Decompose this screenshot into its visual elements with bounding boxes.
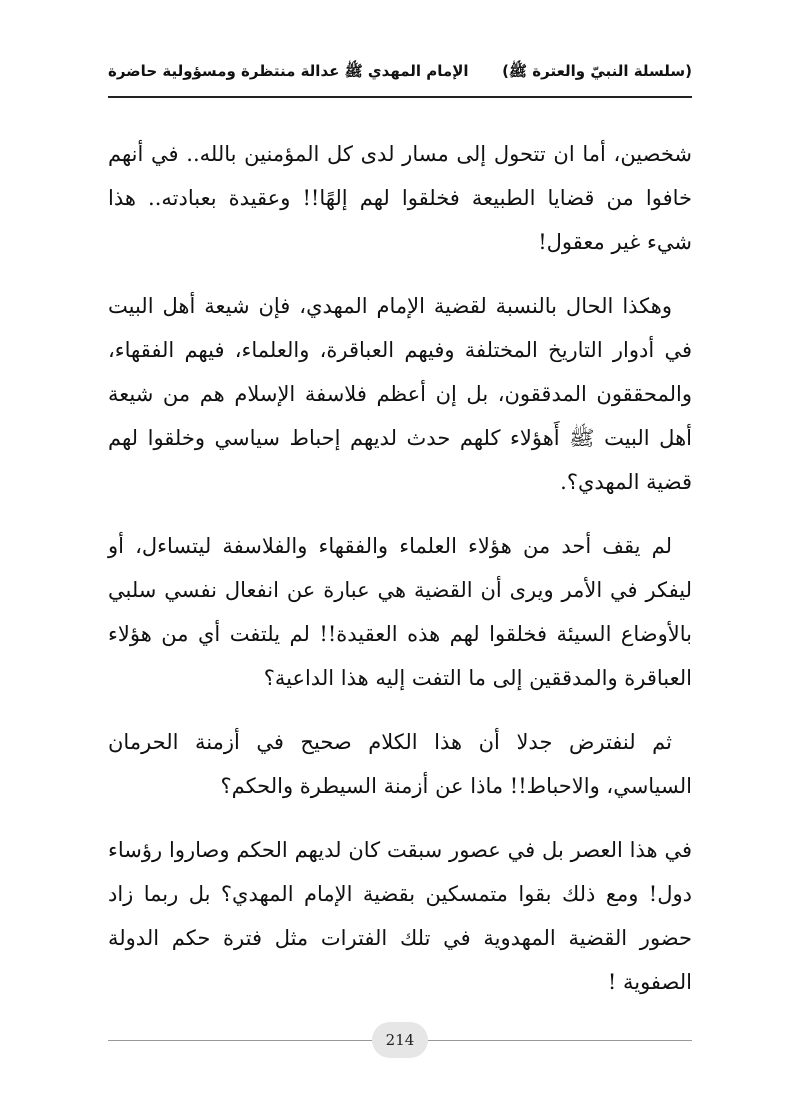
book-title: الإمام المهدي ﷺ عدالة منتظرة ومسؤولية حاضرة xyxy=(108,62,469,80)
paragraph-2: وهكذا الحال بالنسبة لقضية الإمام المهدي، فإن شيعة أهل البيت في أدوار التاريخ المختلفة وفيهم العباقرة، والعلماء، فيهم الفقهاء، والمحققون المدققون، بل إن أعظم فلاسفة الإسلام هم من شيعة أهل البيت ﷺ أَهؤلاء كلهم حدث لديهم إحباط سياسي وخلقوا لهم قضية المهدي؟. xyxy=(108,294,692,494)
paragraph-1: شخصين، أما ان تتحول إلى مسار لدى كل المؤمنين بالله.. في أنهم خافوا من قضايا الطبيعة فخلقوا لهم إلهًا!! وعقيدة بعبادته.. هذا شيء غير معقول! xyxy=(108,142,692,254)
series-title: (سلسلة النبيّ والعترة ﷺ) xyxy=(502,62,692,80)
body-text xyxy=(108,132,692,1024)
footer-divider-right xyxy=(428,1040,692,1041)
page-number: 214 xyxy=(372,1022,428,1058)
header-divider xyxy=(108,96,692,98)
running-header xyxy=(108,58,692,88)
paragraph-5: في هذا العصر بل في عصور سبقت كان لديهم الحكم وصاروا رؤساء دول! ومع ذلك بقوا متمسكين بقضية الإمام المهدي؟ بل ربما زاد حضور القضية المهدوية في تلك الفترات مثل فترة حكم الدولة الصفوية ! xyxy=(108,838,692,994)
footer-divider-left xyxy=(108,1040,372,1041)
paragraph-4: ثم لنفترض جدلا أن هذا الكلام صحيح في أزمنة الحرمان السياسي، والاحباط!! ماذا عن أزمنة السيطرة والحكم؟ xyxy=(108,730,692,798)
paragraph-3: لم يقف أحد من هؤلاء العلماء والفقهاء والفلاسفة ليتساءل، أو ليفكر في الأمر ويرى أن القضية هي عبارة عن انفعال نفسي سلبي بالأوضاع السيئة فخلقوا لهم هذه العقيدة!! لم يلتفت أي من هؤلاء العباقرة والمدققين إلى ما التفت إليه هذا الداعية؟ xyxy=(108,534,692,690)
